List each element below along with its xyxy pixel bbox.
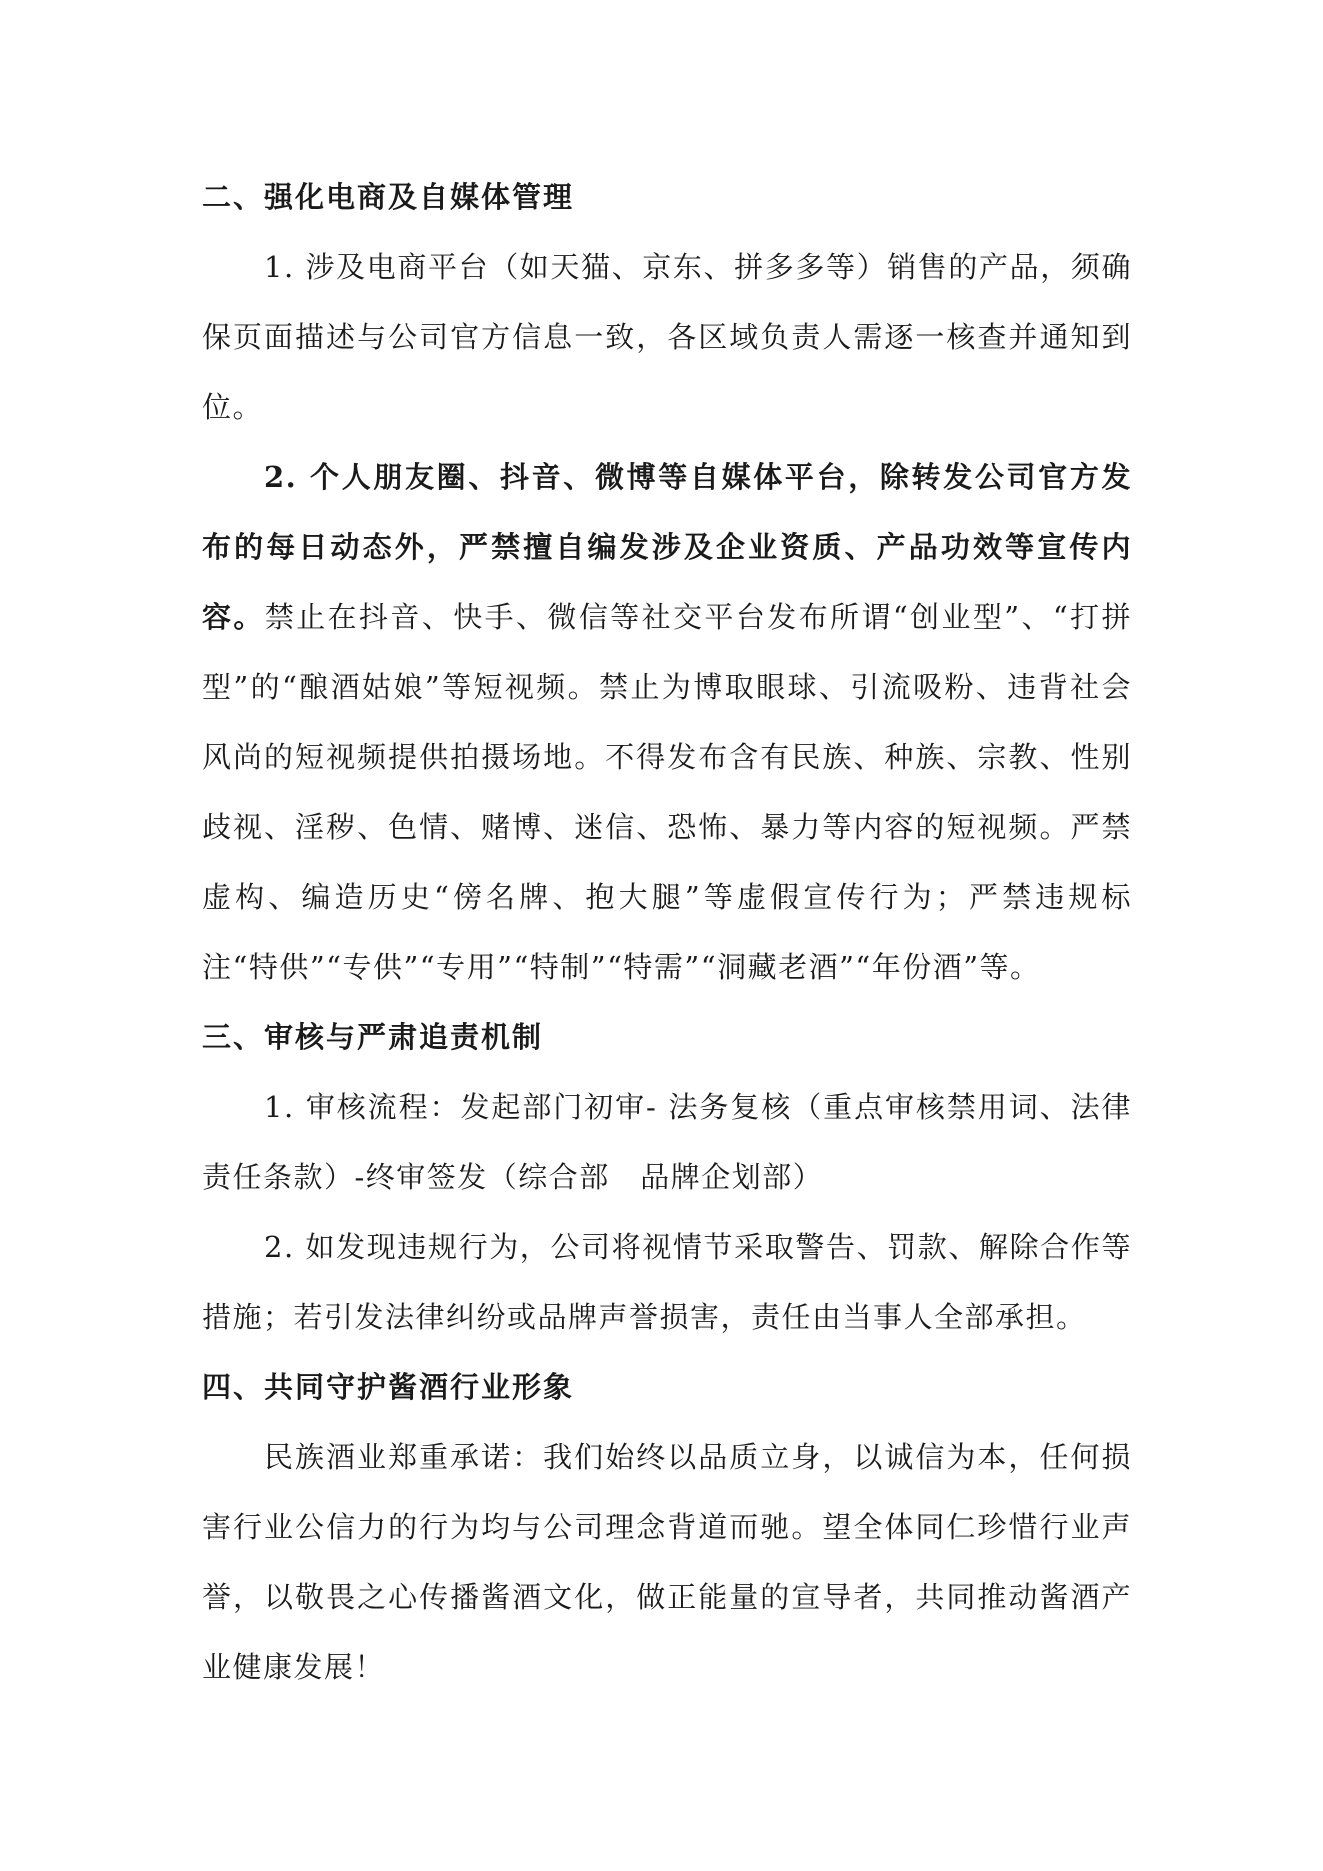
section-2-heading: 二、强化电商及自媒体管理 <box>202 180 575 214</box>
section-2-item-2-text: 禁止在抖音、快手、微信等社交平台发布所谓“创业型”、“打拼型”的“酿酒姑娘”等短视频。禁止为博取眼球、引流吸粉、违背社会风尚的短视频提供拍摄场地。不得发布含有民族、种族、宗教、性别歧视、淫秽、色情、赌博、迷信、恐怖、暴力等内容的短视频。严禁虚构、编造历史“傍名牌、抱大腿”等虚假宣传行为；严禁违规标注“特供”“专供”“专用”“特制”“特需”“洞藏老酒”“年份酒”等。 <box>202 600 1132 984</box>
section-2-item-1: 1. 涉及电商平台（如天猫、京东、拼多多等）销售的产品，须确保页面描述与公司官方信息一致，各区域负责人需逐一核查并通知到位。 <box>202 250 1132 424</box>
section-2-item-2-bold-text: 2. 个人朋友圈、抖音、微博等自媒体平台，除转发公司官方发布的每日动态外，严禁擅自编发涉及企业资质、产品功效等宣传内容。 <box>202 460 1132 634</box>
section-4-paragraph: 民族酒业郑重承诺：我们始终以品质立身，以诚信为本，任何损害行业公信力的行为均与公司理念背道而驰。望全体同仁珍惜行业声誉，以敬畏之心传播酱酒文化，做正能量的宣导者，共同推动酱酒产业健康发展！ <box>202 1440 1132 1684</box>
section-4-heading: 四、共同守护酱酒行业形象 <box>202 1370 575 1404</box>
section-3-item-2: 2. 如发现违规行为，公司将视情节采取警告、罚款、解除合作等措施；若引发法律纠纷或品牌声誉损害，责任由当事人全部承担。 <box>202 1230 1132 1334</box>
document-body <box>202 162 1132 1702</box>
section-3-heading: 三、审核与严肃追责机制 <box>202 1020 544 1054</box>
section-2-item-2 <box>202 442 1132 1002</box>
section-3-item-1: 1. 审核流程：发起部门初审- 法务复核（重点审核禁用词、法律责任条款）-终审签发（综合部 品牌企划部） <box>202 1090 1132 1194</box>
